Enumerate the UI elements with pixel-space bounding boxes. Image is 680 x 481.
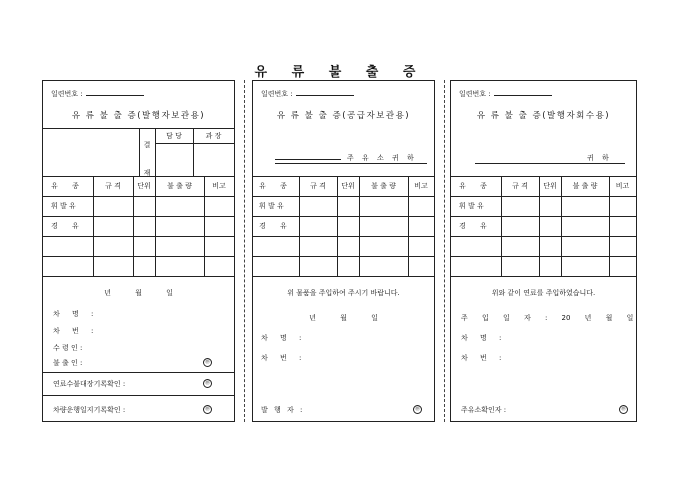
col-qty: 불 출 량 — [371, 182, 396, 190]
fuel-diesel: 경 유 — [51, 222, 85, 230]
col-type: 유 종 — [259, 182, 293, 190]
col-spec: 규 격 — [310, 182, 326, 190]
fuel-diesel: 경 유 — [459, 222, 493, 230]
fuel-gasoline: 휘 발 유 — [259, 202, 284, 210]
vehicle-log-check: 차량운행일지기록확인 : — [53, 406, 126, 414]
form-name: 유 류 불 출 증(공급자보관용) — [276, 111, 411, 121]
form-name: 유 류 불 출 증(발행자회수용) — [476, 111, 611, 121]
approver-staff: 담 당 — [166, 132, 182, 140]
confirm-text: 위와 같이 연료를 주입하였습니다. — [491, 289, 596, 297]
car-number-field: 차 번 : — [461, 354, 507, 362]
form-recovery-copy — [450, 80, 637, 422]
col-note: 비고 — [414, 182, 428, 190]
approver-chief: 과 장 — [205, 132, 222, 140]
col-spec: 규 격 — [512, 182, 528, 190]
fuel-ledger-check: 연료수불대장기록확인 : — [53, 380, 126, 388]
station-stamp: ㊞ — [620, 406, 626, 412]
form-supplier-copy — [252, 80, 435, 422]
col-type: 유 종 — [459, 182, 493, 190]
issuer-stamp: ㊞ — [204, 359, 210, 365]
receiver-field: 수 령 인 : — [53, 344, 83, 352]
issuer-field: 발 행 자 : — [261, 406, 305, 414]
col-unit: 단위 — [341, 182, 355, 190]
col-type: 유 종 — [51, 182, 85, 190]
col-unit: 단위 — [543, 182, 557, 190]
col-note: 비고 — [615, 182, 630, 190]
col-spec: 규 격 — [105, 182, 121, 190]
issue-date: 년 월 일 — [104, 289, 173, 297]
fill-date: 주 입 일 자 : 20 년 월 일 — [461, 314, 634, 322]
issuer-field: 불 출 인 : — [53, 359, 83, 367]
car-number-field: 차 번 : — [261, 354, 307, 362]
log-stamp: ㊞ — [204, 406, 210, 412]
fuel-gasoline: 휘 발 유 — [51, 202, 76, 210]
col-note: 비고 — [212, 182, 226, 190]
serial-number: 일련번호 : — [261, 89, 354, 99]
issuer-stamp: ㊞ — [414, 406, 420, 412]
form-issuer-copy — [42, 80, 235, 422]
col-unit: 단위 — [137, 182, 151, 190]
addressee-line: 귀 하 — [587, 154, 612, 162]
car-name-field: 차 명 : — [461, 334, 507, 342]
fuel-diesel: 경 유 — [259, 222, 293, 230]
ledger-stamp: ㊞ — [204, 380, 210, 386]
cut-line-right — [444, 80, 445, 422]
col-qty: 불 출 량 — [167, 182, 192, 190]
car-name-field: 차 명 : — [261, 334, 307, 342]
fuel-gasoline: 휘 발 유 — [459, 202, 484, 210]
serial-number: 일련번호 : — [459, 89, 552, 99]
car-number-field: 차 번 : — [53, 327, 99, 335]
approval-label: 결 재 — [143, 141, 151, 177]
request-text: 위 물품을 주입하여 주시기 바랍니다. — [287, 289, 400, 297]
form-name: 유 류 불 출 증(발행자보관용) — [71, 111, 206, 121]
col-qty: 불 출 량 — [572, 182, 598, 190]
page-title: 유 류 불 출 증 — [254, 65, 426, 80]
issue-date: 년 월 일 — [309, 314, 378, 322]
cut-line-left — [244, 80, 245, 422]
serial-number: 일련번호 : — [51, 89, 144, 99]
station-confirmer-field: 주유소확인자 : — [461, 406, 507, 414]
car-name-field: 차 명 : — [53, 310, 99, 318]
addressee-line: 주 유 소 귀 하 — [275, 153, 417, 163]
